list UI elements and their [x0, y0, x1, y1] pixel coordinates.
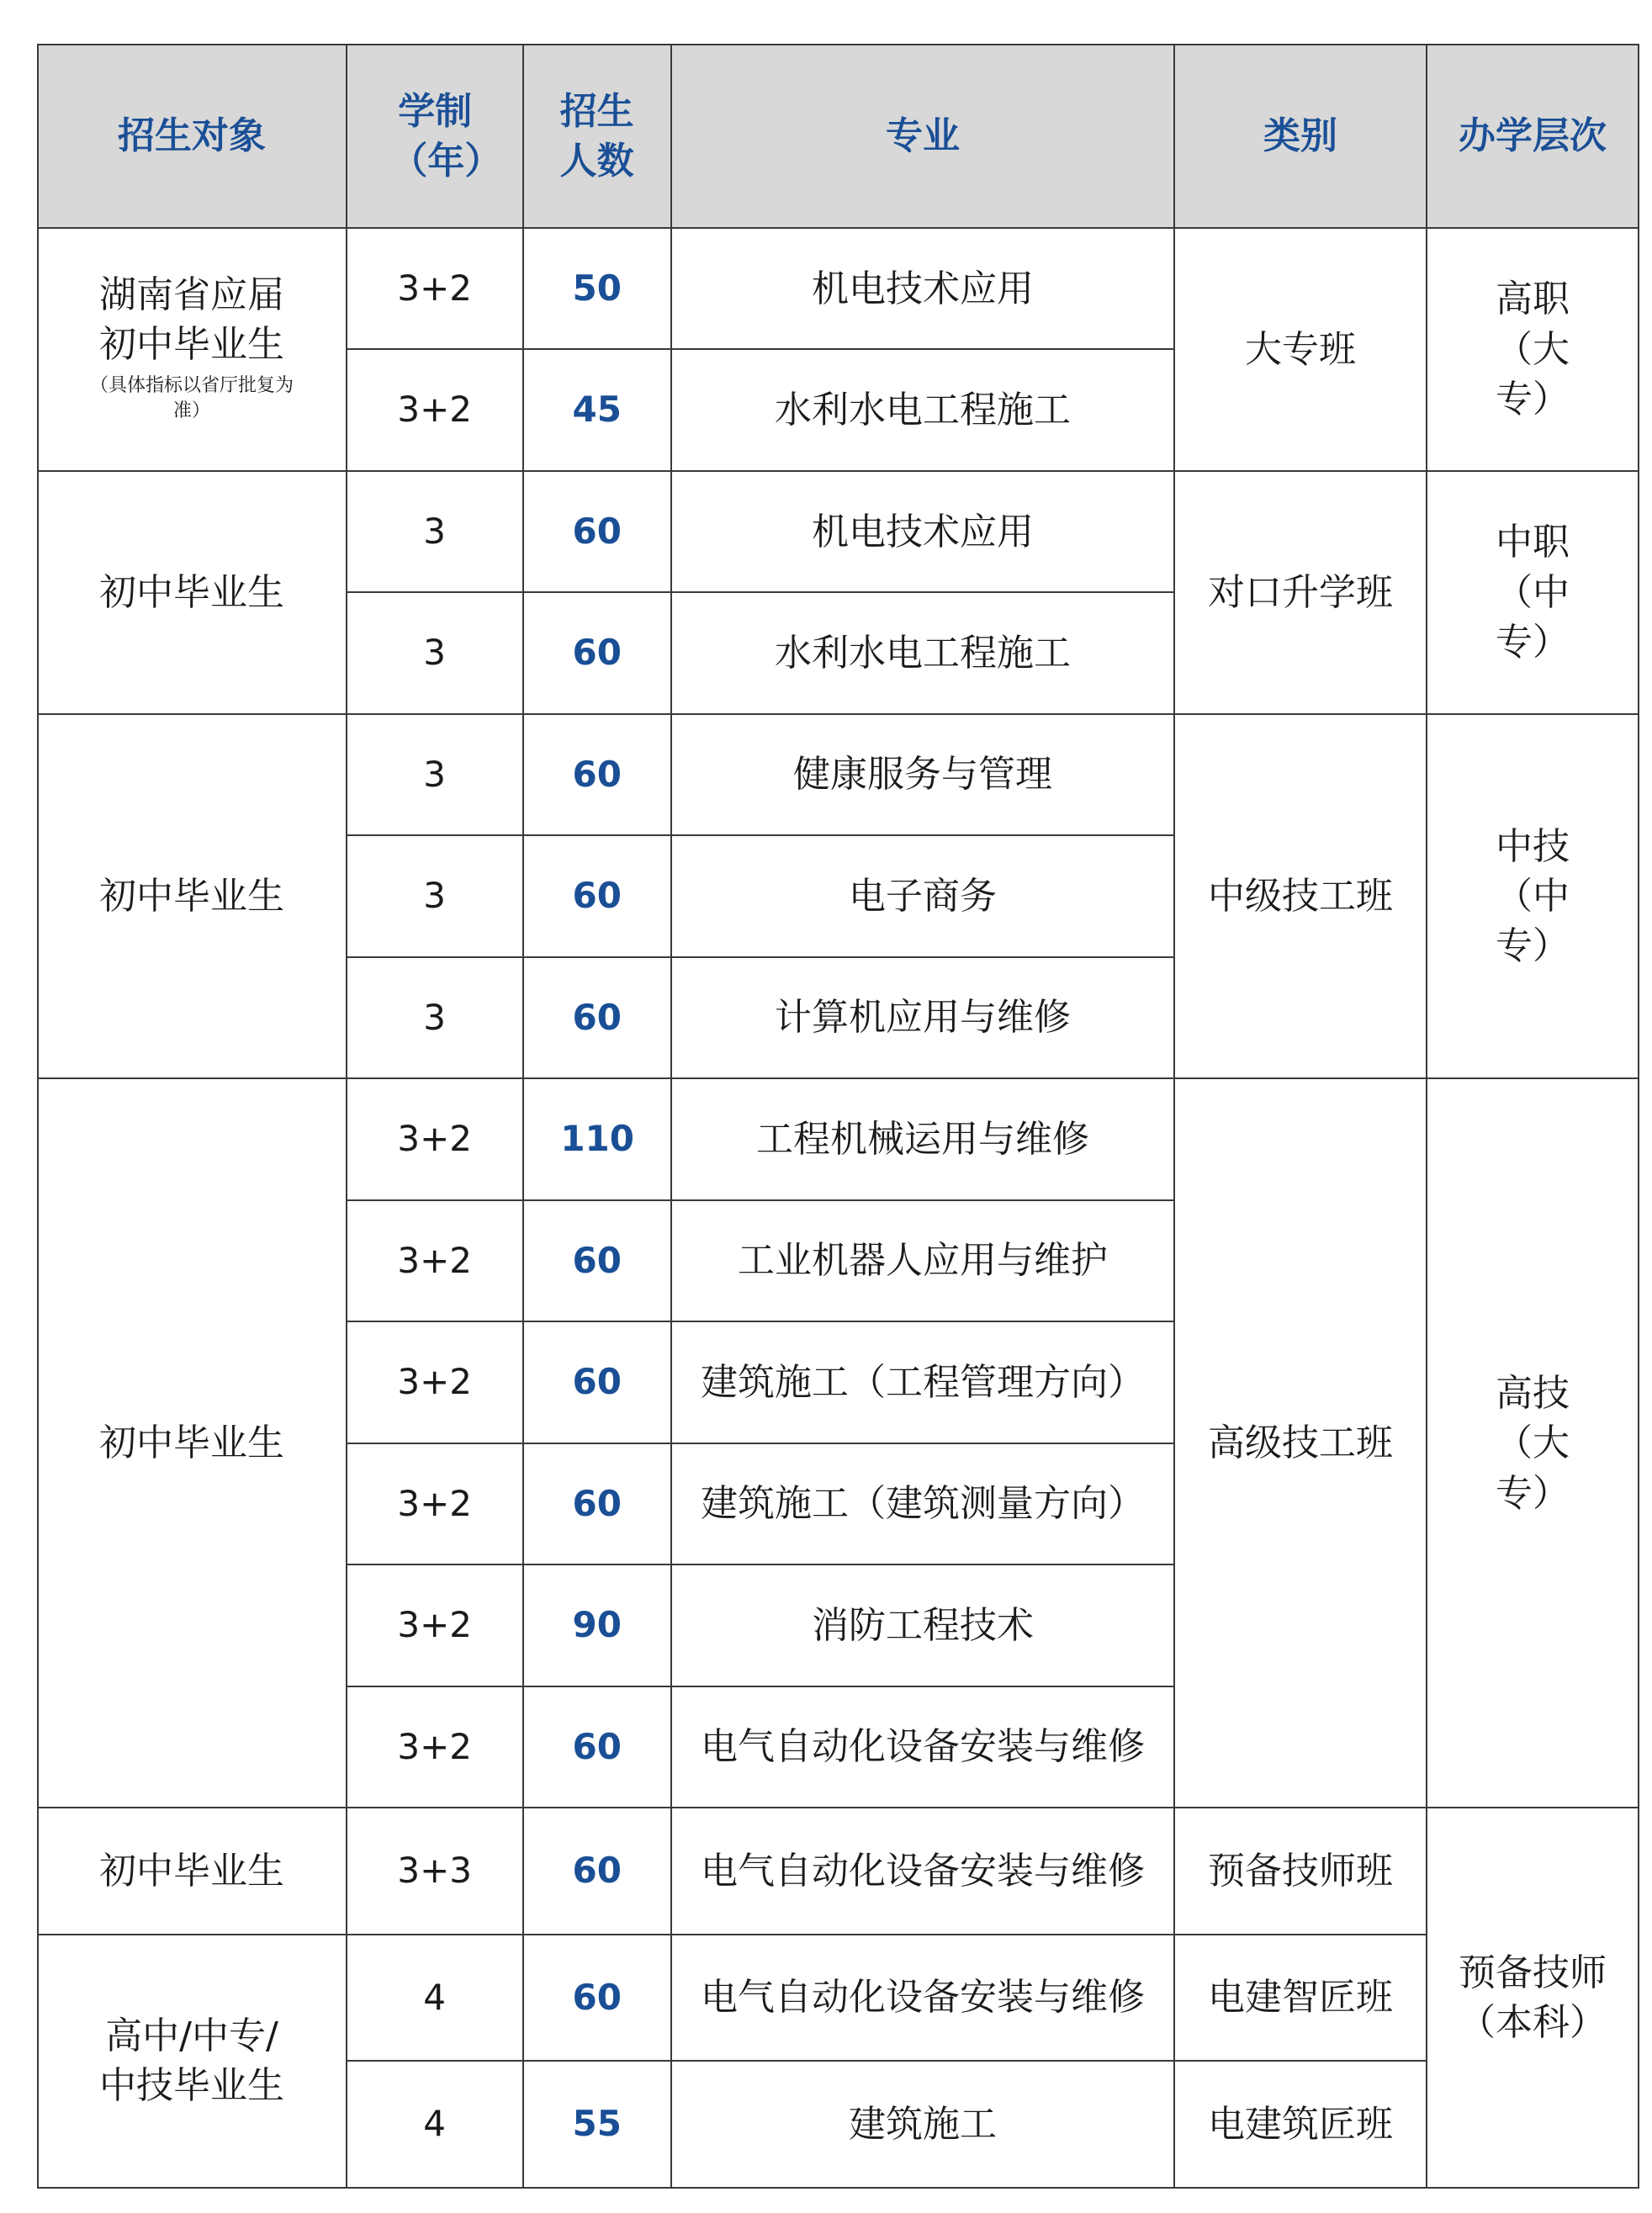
years-cell: 3	[347, 592, 523, 713]
years-cell: 3+2	[347, 1200, 523, 1321]
level-cell: 高技（大专）	[1427, 1078, 1639, 1808]
category-cell: 电建筑匠班	[1174, 2061, 1427, 2188]
level-cell: 中技（中专）	[1427, 714, 1639, 1078]
years-cell: 4	[347, 2061, 523, 2188]
quota-cell: 55	[523, 2061, 671, 2188]
years-cell: 3+3	[347, 1808, 523, 1935]
major-cell: 建筑施工（建筑测量方向）	[671, 1443, 1174, 1564]
target-cell: 初中毕业生	[38, 1078, 347, 1808]
quota-cell: 60	[523, 835, 671, 956]
years-cell: 3+2	[347, 1078, 523, 1199]
major-cell: 电子商务	[671, 835, 1174, 956]
years-cell: 3+2	[347, 1321, 523, 1443]
target-cell: 初中毕业生	[38, 471, 347, 714]
enrollment-table-wrapper	[39, 44, 1639, 2189]
quota-cell: 60	[523, 592, 671, 713]
major-cell: 健康服务与管理	[671, 714, 1174, 835]
quota-cell: 90	[523, 1564, 671, 1686]
quota-cell: 60	[523, 1200, 671, 1321]
years-cell: 3	[347, 471, 523, 592]
level-cell: 中职（中专）	[1427, 471, 1639, 714]
target-cell: 初中毕业生	[38, 1808, 347, 1935]
major-cell: 电气自动化设备安装与维修	[671, 1808, 1174, 1935]
table-row	[38, 1078, 1639, 1199]
table-row	[38, 1935, 1639, 2062]
major-cell: 计算机应用与维修	[671, 957, 1174, 1078]
category-cell: 中级技工班	[1174, 714, 1427, 1078]
major-cell: 机电技术应用	[671, 471, 1174, 592]
years-cell: 3	[347, 714, 523, 835]
quota-cell: 60	[523, 1808, 671, 1935]
major-cell: 水利水电工程施工	[671, 349, 1174, 470]
category-cell: 大专班	[1174, 228, 1427, 471]
header-category: 类别	[1174, 45, 1427, 228]
category-cell: 对口升学班	[1174, 471, 1427, 714]
quota-cell: 60	[523, 1321, 671, 1443]
target-note: （具体指标以省厅批复为准）	[90, 374, 294, 421]
header-target: 招生对象	[38, 45, 347, 228]
quota-cell: 60	[523, 714, 671, 835]
quota-cell: 60	[523, 1686, 671, 1808]
quota-cell: 45	[523, 349, 671, 470]
years-cell: 3+2	[347, 1443, 523, 1564]
header-row	[38, 45, 1639, 228]
table-row	[38, 228, 1639, 349]
header-duration: 学制（年）	[347, 45, 523, 228]
major-cell: 水利水电工程施工	[671, 592, 1174, 713]
years-cell: 3+2	[347, 1564, 523, 1686]
quota-cell: 60	[523, 957, 671, 1078]
quota-cell: 110	[523, 1078, 671, 1199]
category-cell: 预备技师班	[1174, 1808, 1427, 1935]
level-cell: 预备技师（本科）	[1427, 1808, 1639, 2188]
years-cell: 4	[347, 1935, 523, 2062]
major-cell: 消防工程技术	[671, 1564, 1174, 1686]
quota-cell: 60	[523, 1443, 671, 1564]
target-cell	[38, 228, 347, 471]
major-cell: 建筑施工（工程管理方向）	[671, 1321, 1174, 1443]
major-cell: 机电技术应用	[671, 228, 1174, 349]
table-row	[38, 471, 1639, 592]
years-cell: 3+2	[347, 1686, 523, 1808]
quota-cell: 50	[523, 228, 671, 349]
target-cell: 初中毕业生	[38, 714, 347, 1078]
major-cell: 电气自动化设备安装与维修	[671, 1935, 1174, 2062]
target-cell: 高中/中专/中技毕业生	[38, 1935, 347, 2188]
table-row	[38, 714, 1639, 835]
target-text: 湖南省应届初中毕业生	[99, 273, 285, 367]
major-cell: 电气自动化设备安装与维修	[671, 1686, 1174, 1808]
years-cell: 3+2	[347, 228, 523, 349]
header-major: 专业	[671, 45, 1174, 228]
category-cell: 电建智匠班	[1174, 1935, 1427, 2062]
years-cell: 3+2	[347, 349, 523, 470]
header-level: 办学层次	[1427, 45, 1639, 228]
years-cell: 3	[347, 835, 523, 956]
level-cell: 高职（大专）	[1427, 228, 1639, 471]
category-cell: 高级技工班	[1174, 1078, 1427, 1808]
quota-cell: 60	[523, 1935, 671, 2062]
enrollment-table	[37, 44, 1639, 2189]
major-cell: 建筑施工	[671, 2061, 1174, 2188]
major-cell: 工程机械运用与维修	[671, 1078, 1174, 1199]
quota-cell: 60	[523, 471, 671, 592]
years-cell: 3	[347, 957, 523, 1078]
header-quota: 招生人数	[523, 45, 671, 228]
table-row	[38, 1808, 1639, 1935]
major-cell: 工业机器人应用与维护	[671, 1200, 1174, 1321]
